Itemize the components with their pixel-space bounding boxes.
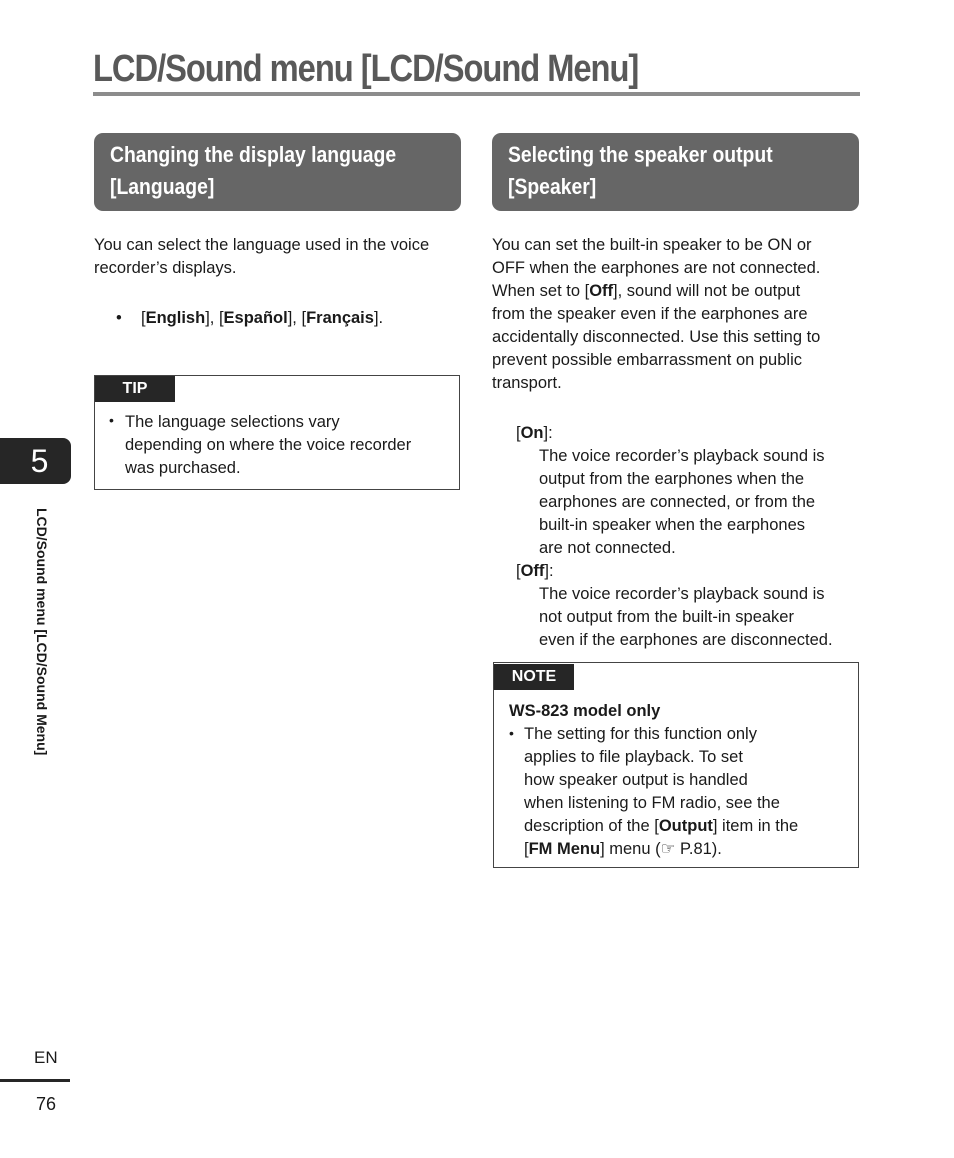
on-desc-line4: built-in speaker when the earphones: [539, 516, 806, 534]
language-code: EN: [34, 1048, 58, 1067]
on-option: [516, 422, 864, 652]
note-line4: when listening to FM radio, see the: [524, 794, 780, 812]
page-number: 76: [36, 1094, 57, 1114]
bracket: ].: [373, 309, 384, 327]
bracket: [: [516, 424, 521, 442]
speaker-intro-line7: transport.: [492, 374, 562, 392]
on-desc-line1: The voice recorder’s playback sound is: [539, 447, 825, 465]
footer-rule: [0, 1079, 70, 1082]
page-title: LCD/Sound menu [LCD/Sound Menu]: [93, 48, 639, 90]
page-reference[interactable]: ] menu (☞ P.81).: [600, 840, 722, 858]
bullet-icon: •: [116, 309, 122, 327]
chapter-side-label: LCD/Sound menu [LCD/Sound Menu]: [34, 508, 50, 756]
language-intro-line2: recorder’s displays.: [94, 259, 237, 277]
on-keyword: On: [520, 424, 544, 442]
text: ], sound will not be output: [613, 282, 801, 300]
note-line3: how speaker output is handled: [524, 771, 748, 789]
off-option-label: [516, 560, 864, 583]
speaker-intro: [492, 234, 864, 395]
separator: ], [: [205, 309, 224, 327]
speaker-intro-line2: OFF when the earphones are not connected.: [492, 259, 821, 277]
note-line6: [524, 838, 856, 861]
note-bullet-icon: •: [509, 725, 514, 741]
bracket: [: [516, 562, 521, 580]
language-options: [116, 307, 456, 330]
speaker-intro-line1: You can set the built-in speaker to be ON or: [492, 236, 812, 254]
off-keyword: Off: [520, 562, 545, 580]
text: When set to [: [492, 282, 590, 300]
separator: ], [: [287, 309, 307, 327]
note-label: NOTE: [494, 664, 574, 690]
speaker-intro-line6: prevent possible embarrassment on public: [492, 351, 802, 369]
option-english: English: [145, 309, 206, 327]
speaker-heading-line1: Selecting the speaker output: [508, 142, 773, 167]
bracket: ]:: [543, 424, 553, 442]
note-line5: [524, 815, 856, 838]
tip-line2: depending on where the voice recorder: [125, 436, 412, 454]
tip-text: [125, 411, 455, 480]
language-intro: [94, 234, 466, 280]
language-section-heading: [94, 133, 461, 211]
language-heading-line1: Changing the display language: [110, 142, 397, 167]
option-francais: Français: [306, 309, 374, 327]
bracket: ]:: [544, 562, 554, 580]
text: [: [524, 840, 529, 858]
note-text: [524, 723, 856, 861]
on-desc-line5: are not connected.: [539, 539, 676, 557]
speaker-section-heading: [492, 133, 859, 211]
text: ] item in the: [712, 817, 799, 835]
off-desc-line3: even if the earphones are disconnected.: [539, 631, 833, 649]
speaker-intro-line4: from the speaker even if the earphones are: [492, 305, 808, 323]
speaker-heading-line2: [Speaker]: [508, 174, 597, 199]
text: description of the [: [524, 817, 659, 835]
on-option-label: [516, 422, 864, 445]
off-desc-line2: not output from the built-in speaker: [539, 608, 794, 626]
speaker-intro-line5: accidentally disconnected. Use this setting to: [492, 328, 821, 346]
output-keyword: Output: [658, 817, 713, 835]
off-desc-line1: The voice recorder’s playback sound is: [539, 585, 825, 603]
on-desc-line2: output from the earphones when the: [539, 470, 805, 488]
title-underline: [93, 92, 860, 96]
on-desc-line3: earphones are connected, or from the: [539, 493, 816, 511]
option-espanol: Español: [223, 309, 288, 327]
chapter-tab: 5: [0, 438, 71, 484]
bracket: [: [141, 309, 146, 327]
language-intro-line1: You can select the language used in the voice: [94, 236, 430, 254]
tip-label: TIP: [95, 376, 175, 402]
note-line1: The setting for this function only: [524, 725, 757, 743]
fm-menu-keyword: FM Menu: [528, 840, 601, 858]
on-option-description: [516, 445, 864, 560]
off-option-description: [516, 583, 864, 652]
tip-line3: was purchased.: [125, 459, 241, 477]
off-keyword: Off: [589, 282, 614, 300]
tip-box: [94, 375, 460, 490]
tip-line1: The language selections vary: [125, 413, 340, 431]
note-model: WS-823 model only: [509, 702, 661, 720]
note-line2: applies to file playback. To set: [524, 748, 743, 766]
tip-bullet-icon: •: [109, 412, 114, 428]
language-heading-line2: [Language]: [110, 174, 215, 199]
note-box: [493, 662, 859, 868]
speaker-intro-line3: [492, 280, 864, 303]
